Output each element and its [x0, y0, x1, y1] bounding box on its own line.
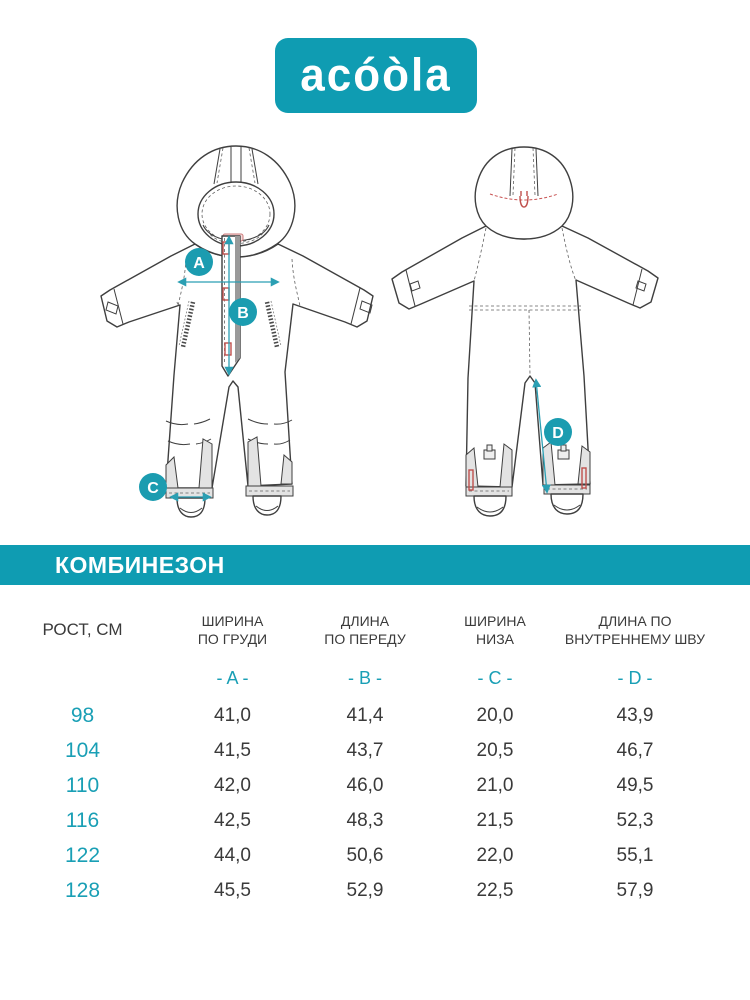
cell-a: 41,0: [214, 704, 251, 726]
row-height: 116: [65, 808, 100, 832]
front-right-foot: [253, 496, 281, 515]
table-row: [0, 733, 750, 768]
cell-d: 46,7: [616, 739, 654, 761]
cell-b: 46,0: [346, 774, 384, 796]
col-header-d: [560, 612, 710, 648]
size-table: [0, 602, 750, 908]
col-header-c-line1: ШИРИНА: [464, 612, 526, 629]
col-header-a-line2: ПО ГРУДИ: [197, 631, 268, 647]
col-header-a-line1: ШИРИНА: [201, 612, 264, 629]
row-height: 128: [64, 878, 101, 902]
brand-logo: [275, 38, 477, 113]
cell-c: 20,5: [476, 739, 514, 761]
table-row: [0, 698, 750, 733]
row-height: 122: [64, 843, 101, 867]
col-header-b-line1: ДЛИНА: [340, 612, 390, 629]
cell-d: 57,9: [616, 879, 654, 901]
back-right-foot: [551, 494, 583, 514]
back-body-outline: [392, 226, 658, 487]
cell-a: 45,5: [214, 879, 251, 901]
col-header-a: [165, 612, 300, 648]
cell-a: 42,0: [214, 774, 251, 796]
back-right-ankle-band: [544, 485, 590, 494]
col-header-b-line2: ПО ПЕРЕДУ: [324, 631, 406, 647]
jumpsuit-back-diagram: [390, 140, 670, 540]
letter-a: - A -: [216, 667, 249, 688]
col-header-c-line2: НИЗА: [476, 631, 514, 647]
table-row: [0, 768, 750, 803]
marker-c-letter: C: [147, 480, 159, 497]
table-row: [0, 838, 750, 873]
cell-a: 41,5: [214, 739, 251, 761]
cell-d: 49,5: [616, 774, 654, 796]
cell-b: 52,9: [346, 879, 384, 901]
cell-c: 21,0: [476, 774, 514, 796]
row-height: 104: [64, 738, 101, 762]
row-height: 110: [65, 773, 100, 797]
front-left-foot: [177, 498, 205, 517]
cell-d: 55,1: [616, 844, 654, 866]
brand-logo-text: acóòla: [300, 49, 452, 101]
jumpsuit-front-diagram: [100, 140, 380, 540]
section-title: КОМБИНЕЗОН: [55, 551, 225, 578]
col-header-height: РОСТ, СМ: [42, 619, 123, 639]
cell-b: 41,4: [346, 704, 384, 726]
cell-a: 44,0: [214, 844, 251, 866]
cell-b: 50,6: [346, 844, 384, 866]
col-header-b: [300, 612, 430, 648]
table-letters-row: [0, 658, 750, 698]
cell-c: 22,5: [476, 879, 514, 901]
marker-b-letter: B: [237, 305, 249, 322]
back-hood: [475, 147, 573, 239]
front-right-ankle-band: [246, 486, 293, 496]
col-header-d-line1: ДЛИНА ПО: [598, 612, 672, 629]
cell-a: 42,5: [214, 809, 251, 831]
marker-b: [229, 298, 257, 326]
back-left-foot: [474, 496, 506, 516]
cell-d: 52,3: [616, 809, 654, 831]
cell-d: 43,9: [616, 704, 654, 726]
table-row: [0, 803, 750, 838]
section-header-bar: [0, 545, 750, 585]
letter-b: - B -: [348, 667, 382, 688]
cell-c: 20,0: [476, 704, 514, 726]
marker-a-letter: A: [193, 255, 205, 272]
letter-d: - D -: [617, 667, 653, 688]
cell-c: 21,5: [476, 809, 514, 831]
col-header-d-line2: ВНУТРЕННЕМУ ШВУ: [564, 631, 706, 647]
marker-c: [139, 473, 167, 501]
col-header-c: [430, 612, 560, 648]
cell-b: 43,7: [346, 739, 384, 761]
letter-c: - C -: [477, 667, 513, 688]
table-row: [0, 873, 750, 908]
cell-c: 22,0: [476, 844, 514, 866]
row-height: 98: [70, 703, 95, 727]
cell-b: 48,3: [346, 809, 384, 831]
table-header-row: [0, 602, 750, 658]
marker-a: [185, 248, 213, 276]
marker-d: [544, 418, 572, 446]
marker-d-letter: D: [552, 425, 564, 442]
